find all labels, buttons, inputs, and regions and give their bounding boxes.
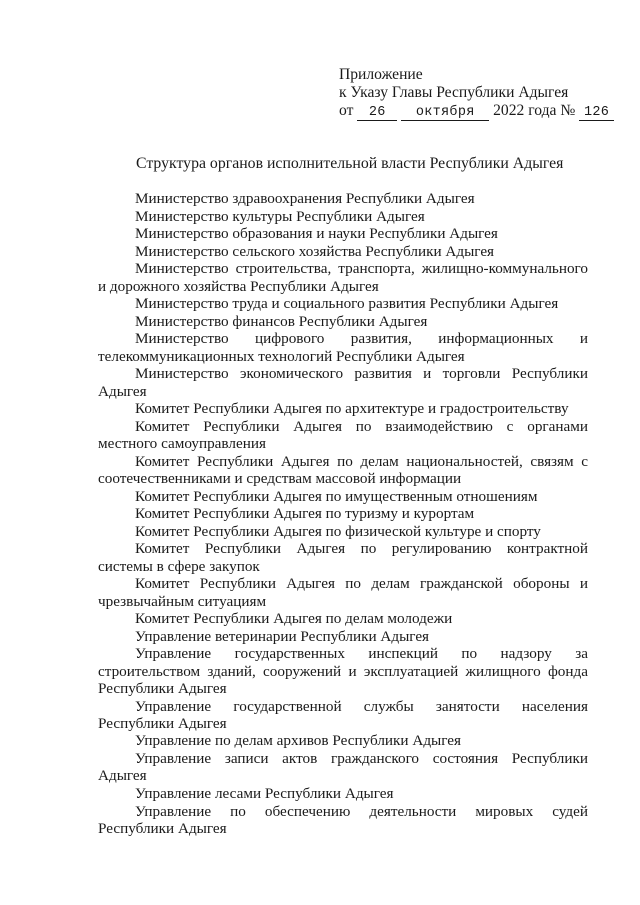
decree-month: октября [415,105,475,120]
list-item: Министерство финансов Республики Адыгея [135,312,428,330]
list-item: Министерство экономического развития и торговли Республики Адыгея [98,365,588,400]
list-item: Управление лесами Республики Адыгея [135,784,394,802]
decree-reference: к Указу Главы Республики Адыгея [339,84,569,101]
list-item: Министерство цифрового развития, информационных и телекоммуникационных технологий Республики Адыгея [98,330,588,365]
list-item: Министерство образования и науки Республики Адыгея [135,225,498,243]
list-item: Управление государственной службы занятости населения Республики Адыгея [98,697,588,732]
list-item: Управление по делам архивов Республики Адыгея [135,732,462,750]
bodies-list [98,190,588,837]
list-item: Управление по обеспечению деятельности мировых судей Республики Адыгея [98,802,588,837]
list-item: Комитет Республики Адыгея по регулированию контрактной системы в сфере закупок [98,540,588,575]
list-item: Комитет Республики Адыгея по делам гражданской обороны и чрезвычайным ситуациям [98,575,588,610]
list-item: Комитет Республики Адыгея по делам молодежи [135,610,453,628]
decree-number-field [579,103,614,121]
list-item: Министерство строительства, транспорта, жилищно-коммунального и дорожного хозяйства Республики Адыгея [98,260,588,295]
list-item: Комитет Республики Адыгея по физической культуре и спорту [135,522,541,540]
decree-number: 126 [584,105,610,120]
list-item: Управление записи актов гражданского состояния Республики Адыгея [98,750,588,785]
list-item: Министерство здравоохранения Республики Адыгея [135,190,475,207]
list-item: Министерство труда и социального развития Республики Адыгея [135,295,559,313]
list-item: Управление государственных инспекций по надзору за строительством зданий, сооружений и эксплуатацией жилищного фонда Республики Адыгея [98,645,588,697]
date-prefix: от [339,102,354,119]
list-item: Министерство культуры Республики Адыгея [135,207,425,225]
decree-year-number-label: 2022 года № [493,102,576,119]
list-item: Комитет Республики Адыгея по делам национальностей, связям с соотечественниками и средствам массовой информации [98,452,588,488]
decree-month-field [401,103,489,121]
list-item: Министерство сельского хозяйства Республики Адыгея [135,242,495,260]
appendix-header [339,66,614,121]
decree-day-field [357,103,397,121]
list-item: Управление ветеринарии Республики Адыгея [135,627,430,645]
appendix-label: Приложение [339,66,423,83]
decree-date-line [339,102,614,121]
list-item: Комитет Республики Адыгея по туризму и курортам [135,505,475,523]
list-item: Комитет Республики Адыгея по имущественным отношениям [135,487,538,505]
decree-day: 26 [368,105,386,120]
list-item: Комитет Республики Адыгея по архитектуре и градостроительству [135,400,569,418]
document-title: Структура органов исполнительной власти Республики Адыгея [136,155,564,172]
list-item: Комитет Республики Адыгея по взаимодействию с органами местного самоуправления [98,417,588,453]
